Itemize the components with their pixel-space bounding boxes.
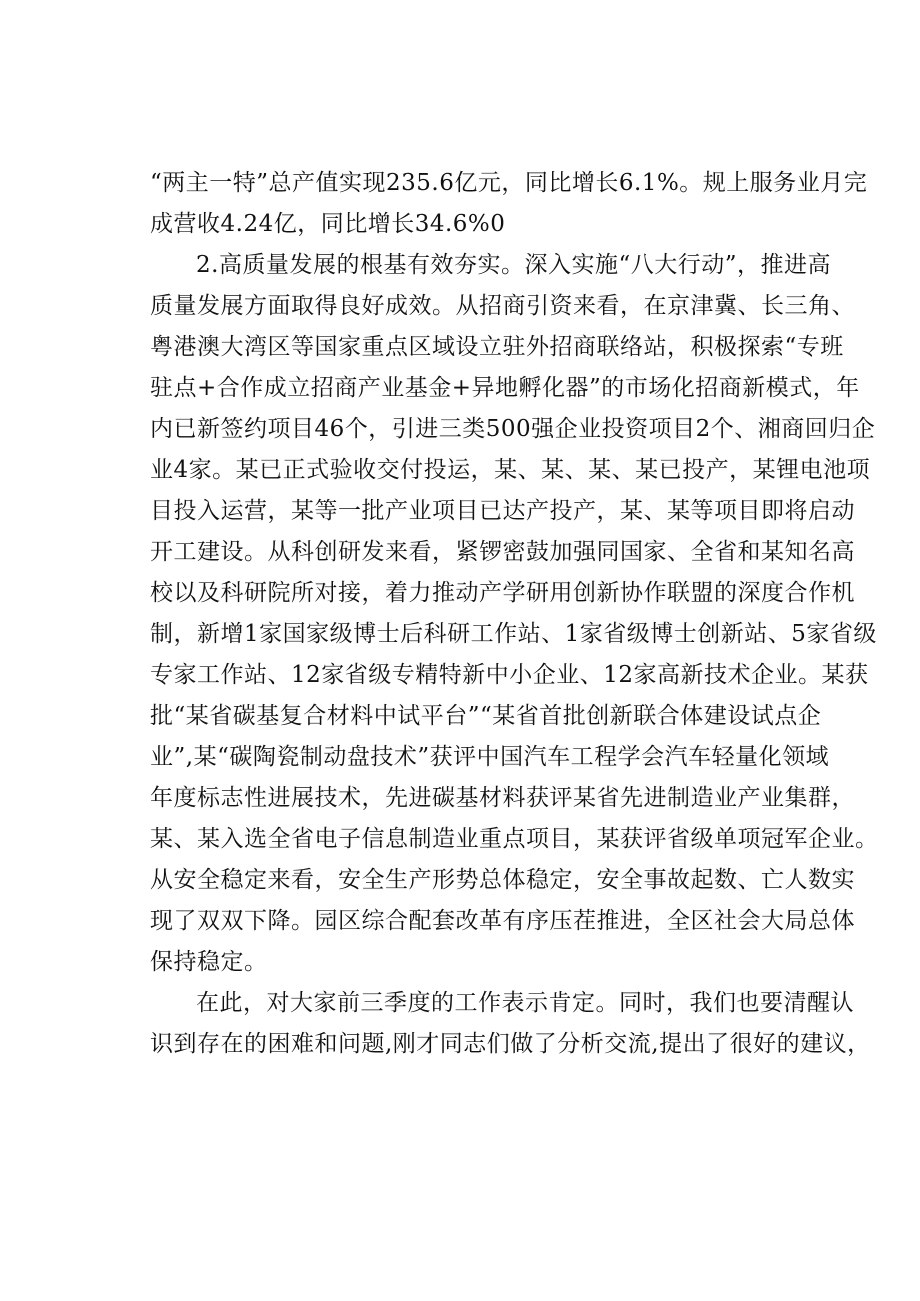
text-line: 现了双双下降。园区综合配套改革有序压茬推进，全区社会大局总体 [150, 908, 855, 934]
text-line: 目投入运营，某等一批产业项目已达产投产，某、某等项目即将启动 [150, 498, 855, 524]
text-line: 开工建设。从科创研发来看，紧锣密鼓加强同国家、全省和某知名高 [150, 539, 855, 565]
text-line: 粤港澳大湾区等国家重点区域设立驻外招商联络站，积极探索“专班 [150, 334, 844, 360]
paragraph-first-line: 在此，对大家前三季度的工作表示肯定。同时，我们也要清醒认 [196, 990, 854, 1016]
text-line: 内已新签约项目46个，引进三类500强企业投资项目2个、湘商回归企 [150, 416, 876, 442]
text-line: 保持稳定。 [150, 949, 268, 975]
text-line: 制，新增1家国家级博士后科研工作站、1家省级博士创新站、5家省级 [150, 621, 877, 647]
text-line: 校以及科研院所对接，着力推动产学研用创新协作联盟的深度合作机 [150, 580, 855, 606]
text-line: 驻点+合作成立招商产业基金+异地孵化器”的市场化招商新模式，年 [150, 375, 860, 401]
paragraph-first-line: 2.高质量发展的根基有效夯实。深入实施“八大行动”，推进高 [196, 252, 831, 278]
text-line: 成营收4.24亿，同比增长34.6%0 [150, 211, 506, 237]
text-line: 专家工作站、12家省级专精特新中小企业、12家高新技术企业。某获 [150, 662, 869, 688]
text-line: 某、某入选全省电子信息制造业重点项目，某获评省级单项冠军企业。 [150, 826, 879, 852]
text-line: 识到存在的困难和问题,刚才同志们做了分析交流,提出了很好的建议， [150, 1031, 871, 1057]
text-line: 质量发展方面取得良好成效。从招商引资来看，在京津冀、长三角、 [150, 293, 855, 319]
text-line: 业4家。某已正式验收交付投运，某、某、某、某已投产，某锂电池项 [150, 457, 871, 483]
text-line: 年度标志性进展技术，先进碳基材料获评某省先进制造业产业集群， [150, 785, 855, 811]
text-line: 批“某省碳基复合材料中试平台”“某省首批创新联合体建设试点企 [150, 703, 822, 729]
text-line: “两主一特”总产值实现235.6亿元，同比增长6.1%。规上服务业月完 [150, 170, 868, 196]
text-line: 从安全稳定来看，安全生产形势总体稳定，安全事故起数、亡人数实 [150, 867, 855, 893]
text-line: 业”,某“碳陶瓷制动盘技术”获评中国汽车工程学会汽车轻量化领域 [150, 744, 830, 770]
